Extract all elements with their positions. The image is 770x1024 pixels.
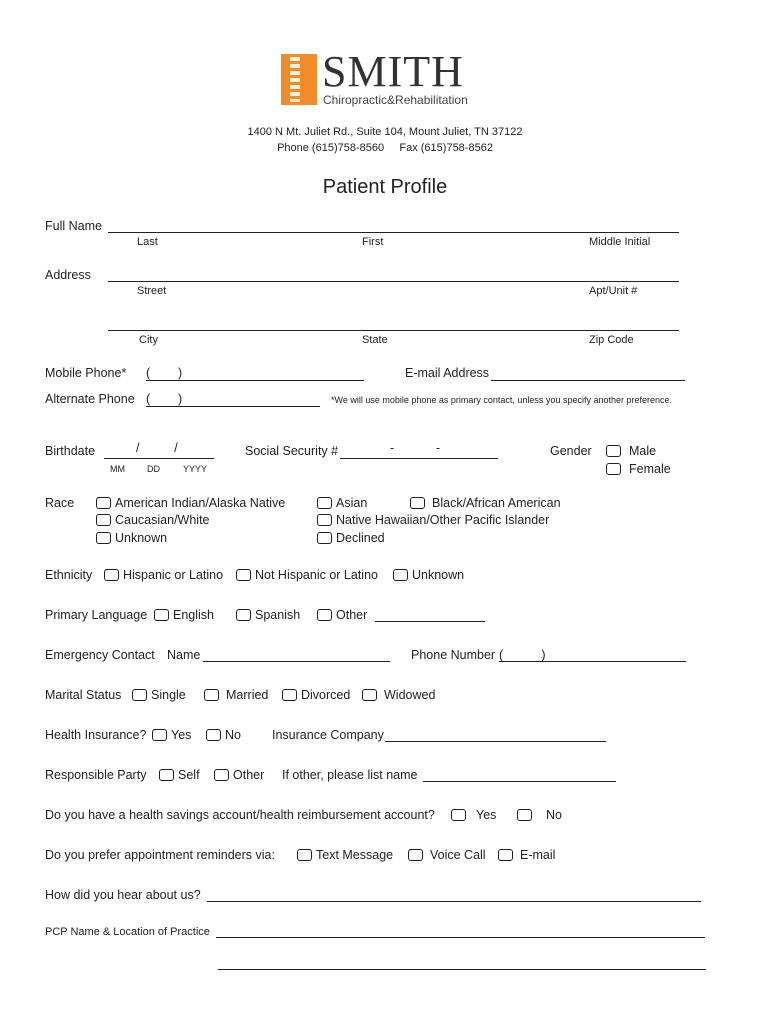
logo-mark [281,54,317,105]
language-other-field[interactable] [375,621,485,622]
emergency-name-field[interactable] [203,661,390,662]
clinic-address: 1400 N Mt. Juliet Rd., Suite 104, Mount Juliet, TN 37122 [247,126,523,138]
hsa-yes-option[interactable]: Yes [451,808,496,822]
full-name-label: Full Name [45,219,102,233]
birthdate-separators: / / [136,441,178,455]
responsible-self-option[interactable]: Self [159,768,200,782]
checkbox-icon[interactable] [159,769,174,781]
checkbox-icon[interactable] [410,497,425,509]
alternate-phone-field[interactable] [146,406,320,407]
birthdate-field[interactable] [104,458,214,459]
gender-male-option[interactable]: Male [606,444,656,458]
reminder-email-option[interactable]: E-mail [498,848,555,862]
mobile-phone-label: Mobile Phone* [45,366,127,380]
checkbox-icon[interactable] [317,609,332,621]
mm-caption: MM [110,464,125,474]
responsible-party-label: Responsible Party [45,768,147,782]
primary-language-label: Primary Language [45,608,148,622]
emergency-area-code: ( ) [499,648,546,662]
logo-name: SMITH [322,47,464,96]
city-state-zip-field[interactable] [108,330,679,331]
email-label: E-mail Address [405,366,490,380]
birthdate-label: Birthdate [45,444,96,458]
checkbox-icon[interactable] [517,809,532,821]
checkbox-icon[interactable] [132,689,147,701]
street-field[interactable] [108,281,679,282]
email-field[interactable] [491,380,685,381]
checkbox-icon[interactable] [408,849,423,861]
marital-divorced-option[interactable]: Divorced [282,688,350,702]
yyyy-caption: YYYY [183,464,208,474]
ethnicity-label: Ethnicity [45,568,93,582]
race-declined-option[interactable]: Declined [317,531,385,545]
checkbox-icon[interactable] [317,532,332,544]
first-name-caption: First [362,236,384,248]
middle-initial-caption: Middle Initial [589,236,651,248]
city-caption: City [139,334,158,346]
referral-source-label: How did you hear about us? [45,888,201,902]
marital-married-option[interactable]: Married [204,688,268,702]
checkbox-icon[interactable] [96,497,111,509]
checkbox-icon[interactable] [317,497,332,509]
language-english-option[interactable]: English [154,608,214,622]
emergency-phone-field[interactable] [499,661,686,662]
emergency-name-label: Name [167,648,201,662]
hsa-no-option[interactable]: No [517,808,562,822]
alternate-area-code: ( ) [146,392,183,406]
responsible-other-option[interactable]: Other [214,768,264,782]
checkbox-icon[interactable] [498,849,513,861]
emergency-phone-label: Phone Number [411,648,496,662]
checkbox-icon[interactable] [104,569,119,581]
checkbox-icon[interactable] [606,463,621,475]
checkbox-icon[interactable] [214,769,229,781]
page-title: Patient Profile [322,176,448,198]
health-insurance-label: Health Insurance? [45,728,147,742]
last-name-caption: Last [137,236,158,248]
hsa-question-label: Do you have a health savings account/health reimbursement account? [45,808,435,822]
race-asian-option[interactable]: Asian [317,496,367,510]
pcp-field-continued[interactable] [218,969,706,970]
checkbox-icon[interactable] [152,729,167,741]
checkbox-icon[interactable] [236,609,251,621]
emergency-contact-label: Emergency Contact [45,648,155,662]
checkbox-icon[interactable] [204,689,219,701]
alternate-phone-label: Alternate Phone [45,392,135,406]
checkbox-icon[interactable] [362,689,377,701]
zip-caption: Zip Code [589,334,634,346]
pcp-label: PCP Name & Location of Practice [45,926,210,938]
responsible-other-name-field[interactable] [423,781,616,782]
ssn-label: Social Security # [245,444,339,458]
full-name-field[interactable] [108,232,679,233]
checkbox-icon[interactable] [236,569,251,581]
checkbox-icon[interactable] [282,689,297,701]
race-black-option[interactable]: Black/African American [410,496,561,510]
race-caucasian-option[interactable]: Caucasian/White [96,513,210,527]
reminders-question-label: Do you prefer appointment reminders via: [45,848,275,862]
responsible-other-name-label: If other, please list name [282,768,418,782]
spine-icon [290,57,300,102]
mobile-area-code: ( ) [146,366,183,380]
ssn-field[interactable] [340,458,498,459]
checkbox-icon[interactable] [317,514,332,526]
marital-single-option[interactable]: Single [132,688,186,702]
marital-status-label: Marital Status [45,688,122,702]
reminder-voice-option[interactable]: Voice Call [408,848,486,862]
ethnicity-hispanic-option[interactable]: Hispanic or Latino [104,568,223,582]
ethnicity-not-hispanic-option[interactable]: Not Hispanic or Latino [236,568,378,582]
checkbox-icon[interactable] [297,849,312,861]
ethnicity-unknown-option[interactable]: Unknown [393,568,464,582]
language-spanish-option[interactable]: Spanish [236,608,300,622]
reminder-text-option[interactable]: Text Message [297,848,393,862]
mobile-phone-field[interactable] [146,380,364,381]
phone-note: *We will use mobile phone as primary contact, unless you specify another preference. [331,395,673,405]
referral-source-field[interactable] [207,901,701,902]
insurance-no-option[interactable]: No [206,728,241,742]
logo-subtitle: Chiropractic&Rehabilitation [323,93,468,107]
checkbox-icon[interactable] [393,569,408,581]
race-american-indian-option[interactable]: American Indian/Alaska Native [96,496,285,510]
checkbox-icon[interactable] [154,609,169,621]
pcp-field[interactable] [216,937,705,938]
gender-female-option[interactable]: Female [606,462,671,476]
checkbox-icon[interactable] [451,809,466,821]
ssn-dashes: - - [390,441,440,455]
gender-label: Gender [550,444,592,458]
checkbox-icon[interactable] [96,532,111,544]
dd-caption: DD [147,464,160,474]
checkbox-icon[interactable] [606,445,621,457]
checkbox-icon[interactable] [206,729,221,741]
race-label: Race [45,496,75,510]
clinic-phone-fax: Phone (615)758-8560 Fax (615)758-8562 [277,142,493,154]
language-other-option[interactable]: Other [317,608,367,622]
insurance-company-field[interactable] [385,741,606,742]
marital-widowed-option[interactable]: Widowed [362,688,435,702]
state-caption: State [362,334,388,346]
race-unknown-option[interactable]: Unknown [96,531,167,545]
insurance-yes-option[interactable]: Yes [152,728,191,742]
race-native-hawaiian-option[interactable]: Native Hawaiian/Other Pacific Islander [317,513,549,527]
address-label: Address [45,268,91,282]
apt-caption: Apt/Unit # [589,285,638,297]
insurance-company-label: Insurance Company [272,728,384,742]
street-caption: Street [137,285,167,297]
checkbox-icon[interactable] [96,514,111,526]
